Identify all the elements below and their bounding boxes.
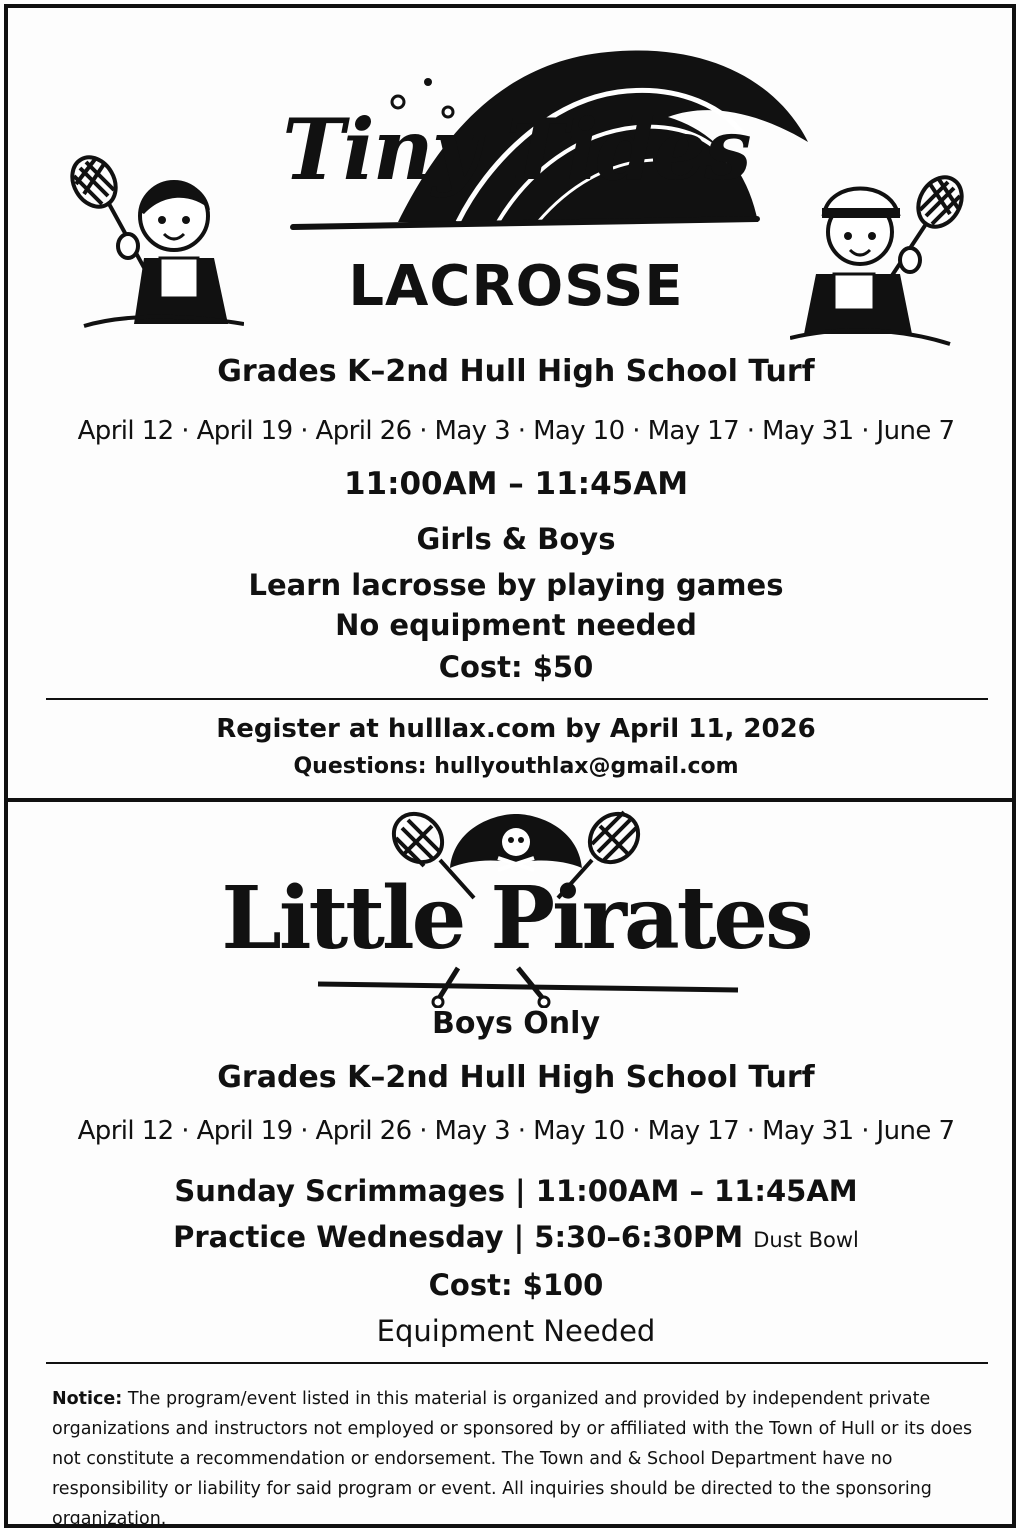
section-divider <box>8 798 1012 802</box>
practice-time: Practice Wednesday | 5:30–6:30PM <box>173 1220 744 1254</box>
questions-line: Questions: hullyouthlax@gmail.com <box>293 754 739 779</box>
little-pirates-cost: Cost: $100 <box>428 1268 604 1302</box>
notice-divider <box>46 1362 988 1364</box>
divider <box>46 698 988 700</box>
little-pirates-title: Little Pirates <box>221 868 811 969</box>
practice-line <box>8 1220 1024 1254</box>
flyer <box>4 4 1016 1528</box>
notice-block <box>52 1384 992 1534</box>
little-pirates-dates: April 12 · April 19 · April 26 · May 3 · May 10 · May 17 · May 31 · June 7 <box>77 1116 955 1146</box>
practice-location: Dust Bowl <box>753 1228 859 1252</box>
little-pirates-equipment: Equipment Needed <box>376 1314 656 1348</box>
lacrosse-stick-icon <box>308 958 748 1008</box>
tiny-tides-cost: Cost: $50 <box>438 650 594 684</box>
tiny-tides-dates: April 12 · April 19 · April 26 · May 3 · May 10 · May 17 · May 31 · June 7 <box>77 416 955 446</box>
little-pirates-grades-location: Grades K–2nd Hull High School Turf <box>217 1060 815 1095</box>
tiny-tides-grades-location: Grades K–2nd Hull High School Turf <box>217 354 815 389</box>
notice-label: Notice: <box>52 1389 123 1409</box>
tiny-tides-audience: Girls & Boys <box>416 522 616 556</box>
tiny-tides-equipment: No equipment needed <box>335 608 697 642</box>
tiny-tides-time: 11:00AM – 11:45AM <box>343 466 689 502</box>
register-line: Register at hulllax.com by April 11, 2026 <box>216 714 816 744</box>
lacrosse-subtitle: LACROSSE <box>348 254 684 319</box>
tiny-tides-tagline: Learn lacrosse by playing games <box>248 568 784 602</box>
little-pirates-audience: Boys Only <box>431 1006 601 1041</box>
tiny-tides-title: Tiny Tides <box>282 100 750 199</box>
notice-text: The program/event listed in this material is organized and provided by independent private organizations and instructors not employed or sponsored by or affiliated with the Town of Hull or its does not constitute a recommendation or endorsement. The Town and & School Department have no responsibility or liability for said program or event. All inquiries should be directed to the sponsoring organization. <box>52 1389 973 1529</box>
sunday-scrimmages-line: Sunday Scrimmages | 11:00AM – 11:45AM <box>174 1174 858 1208</box>
